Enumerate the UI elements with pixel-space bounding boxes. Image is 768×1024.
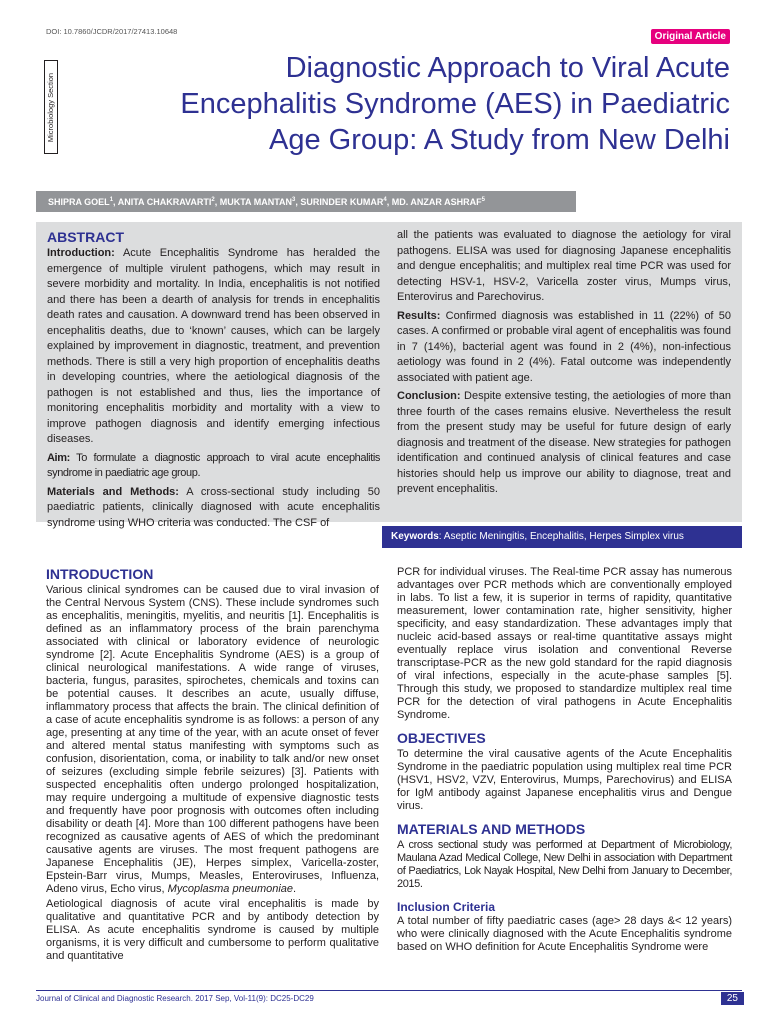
title-line-2: Encephalitis Syndrome (AES) in Paediatric: [180, 88, 730, 120]
author-name: MUKTA MANTAN: [219, 197, 293, 207]
author-name: ANITA CHAKRAVARTI: [117, 197, 212, 207]
abstract-introduction: Introduction: Acute Encephalitis Syndrome has heralded the emergence of multiple virulent pathogens, which may result in severe morbidity and mortality. In India, encephalitis is not notified and there has been a dearth of analysis for trends in encephalitis death rates and causation. A downward trend has been observed in encephalitis deaths, due to ‘known’ causes, which can be largely explained by improvement in diagnostic, treatment, and prevention methods. There is still a very high proportion of encephalitis deaths in developing countries, where the aetiological diagnosis of the pathogen is not established and thus, lies the importance of monitoring encephalitis morbidity and mortality with a view to improve pathogen diagnosis and identify emerging infectious diseases.: [47, 247, 380, 445]
abstract-results: Results: Confirmed diagnosis was established in 11 (22%) of 50 cases. A confirmed or probable viral agent of encephalitis was found in 7 (14%), bacterial agent was found in 2 (4%), non-infectious aetiology was found in 2 (4%). Fatal outcome was independently associated with patient age.: [397, 309, 731, 384]
section-label: Microbiology Section: [46, 72, 56, 142]
author-affiliation: 3: [292, 197, 296, 203]
abstract-box: [36, 222, 742, 529]
page-number: 25: [721, 992, 744, 1005]
keywords-text: : Aseptic Meningitis, Encephalitis, Herpes Simplex virus: [438, 531, 684, 542]
article-title: [110, 50, 730, 158]
introduction-heading: INTRODUCTION: [46, 566, 154, 582]
introduction-paragraph-2: Aetiological diagnosis of acute viral encephalitis is made by qualitative and quantitative PCR and by antibody detection by ELISA. As acute encephalitis syndrome is caused by multiple organisms, it is very difficult and cumbersome to perform qualitative and quantitative: [46, 898, 379, 962]
materials-methods-text: A cross sectional study was performed at Department of Microbiology, Maulana Azad Medical College, New Delhi in association with Department of Paediatrics, Lok Nayak Hospital, New Delhi from January to December, 2015.: [397, 839, 732, 890]
footer-divider: [36, 990, 742, 991]
section-tag: [44, 60, 58, 154]
body-right-column: [397, 566, 732, 956]
introduction-paragraph-1: Various clinical syndromes can be caused due to viral invasion of the Central Nervous System (CNS). These include syndromes such as encephalitis, meningitis, myelitis, and neuritis [1]. Encephalitis is defined as an inflammatory process of the brain parenchyma associated with clinical or laboratory evidence of neurologic syndrome [2]. Acute Encephalitis Syndrome (AES) is a group of clinical neurological manifestations. A wide range of viruses, bacteria, fungus, parasites, spirochetes, chemicals and toxins can be potential causes. It describes an acute, usually diffuse, inflammatory process that affects the brain. The clinical definition of a case of acute encephalitis syndrome is as follows: a person of any age, presenting at any time of the year, with an acute onset of fever and altered mental status manifesting with symptoms such as confusion, disorientation, coma, or inability to talk and/or new onset of seizures (excluding simple febrile seizures) [3]. Patients with suspected encephalitis often undergo prolonged hospitalization, may require undergoing a multitude of expensive diagnostic tests and frequently have poor prognosis with outcomes often including disability or death [4]. More than 100 different pathogens have been recognized as causative agents of AES of which the predominant causative agents are viruses. The most frequent pathogens are Japanese Encephalitis (JE), Herpes simplex, Varicella-zoster, Epstein-Barr virus, Mumps, Measles, Enteroviruses, Influenza, Adeno virus, Echo virus, Mycoplasma pneumoniae.: [46, 584, 379, 895]
inclusion-criteria-text: A total number of fifty paediatric cases (age> 28 days &< 12 years) who were clinically diagnosed with the Acute Encephalitis syndrome based on WHO definition for Acute Encephalitis Syndrome were: [397, 915, 732, 953]
journal-citation: Journal of Clinical and Diagnostic Research. 2017 Sep, Vol-11(9): DC25-DC29: [36, 994, 314, 1003]
abstract-left-column: [47, 228, 380, 534]
author-name: SURINDER KUMAR: [300, 197, 384, 207]
author-list: SHIPRA GOEL$^1$, ANITA CHAKRAVARTI$^2$, MUKTA MANTAN$^3$, SURINDER KUMAR$^4$, MD. ANZAR ASHRAF$^5$: [36, 191, 576, 212]
introduction-paragraph-2-continued: PCR for individual viruses. The Real-time PCR assay has numerous advantages over PCR methods which are conventionally employed in labs. To list a few, it is superior in terms of rapidity, quantitative measurement, lower contamination rate, higher sensitivity, higher specificity, and easy standardization. These advantages imply that nucleic acid-based assays or real-time quantitative assays might eventually replace virus isolation and conventional Reverse transcriptase-PCR as the new gold standard for the rapid diagnosis of viral infections, especially in the acute-phase samples [5]. Through this study, we proposed to standardize multiplex real time PCR for the detection of viral pathogens in Acute Encephalitis Syndrome.: [397, 566, 732, 721]
title-line-1: Diagnostic Approach to Viral Acute: [285, 52, 730, 84]
abstract-heading: ABSTRACT: [47, 229, 124, 245]
author-affiliation: 1: [109, 197, 114, 203]
article-type-badge: Original Article: [651, 29, 730, 44]
keywords-bar: [382, 526, 742, 548]
abstract-right-column: [397, 228, 731, 501]
author-name: SHIPRA GOEL: [48, 197, 110, 207]
abstract-methods: Materials and Methods: A cross-sectional study including 50 paediatric patients, clinically diagnosed with acute encephalitis syndrome using WHO criteria was conducted. The CSF of: [47, 485, 380, 529]
abstract-conclusion: Conclusion: Despite extensive testing, the aetiologies of more than three fourth of the cases remains elusive. Nevertheless the result from the present study may be useful for future design of early diagnosis and treatment of the disease. New strategies for pathogen identification and continued analysis of clinical features and case histories should help us improve our ability to diagnose, treat and prevent encephalitis.: [397, 390, 731, 495]
author-affiliation: 4: [383, 197, 387, 203]
objectives-text: To determine the viral causative agents of the Acute Encephalitis Syndrome in the paediatric population using multiplex real time PCR (HSV1, HSV2, VZV, Enterovirus, Mumps, Parechovirus) and ELISA for IgM antibody against Japanese encephalitis virus and Dengue virus.: [397, 748, 732, 812]
doi: DOI: 10.7860/JCDR/2017/27413.10648: [46, 27, 178, 36]
title-line-3: Age Group: A Study from New Delhi: [269, 124, 730, 156]
author-affiliation: 2: [211, 197, 215, 203]
objectives-heading: OBJECTIVES: [397, 730, 486, 746]
materials-methods-heading: MATERIALS AND METHODS: [397, 821, 586, 837]
author-name: MD. ANZAR ASHRAF: [391, 197, 482, 207]
keywords-label: Keywords: [391, 531, 439, 542]
abstract-aim: Aim: To formulate a diagnostic approach to viral acute encephalitis syndrome in paediatric age group.: [47, 451, 380, 479]
author-affiliation: 5: [481, 197, 485, 203]
abstract-methods-continued: all the patients was evaluated to diagnose the aetiology for viral pathogens. ELISA was used for diagnosing Japanese encephalitis and dengue encephalitis; and multiplex real time PCR was used for detecting HSV-1, HSV-2, Varicella zoster virus, Mumps virus, Enterovirus and Parechovirus.: [397, 229, 731, 303]
inclusion-criteria-heading: Inclusion Criteria: [397, 900, 496, 914]
body-left-column: [46, 566, 379, 965]
